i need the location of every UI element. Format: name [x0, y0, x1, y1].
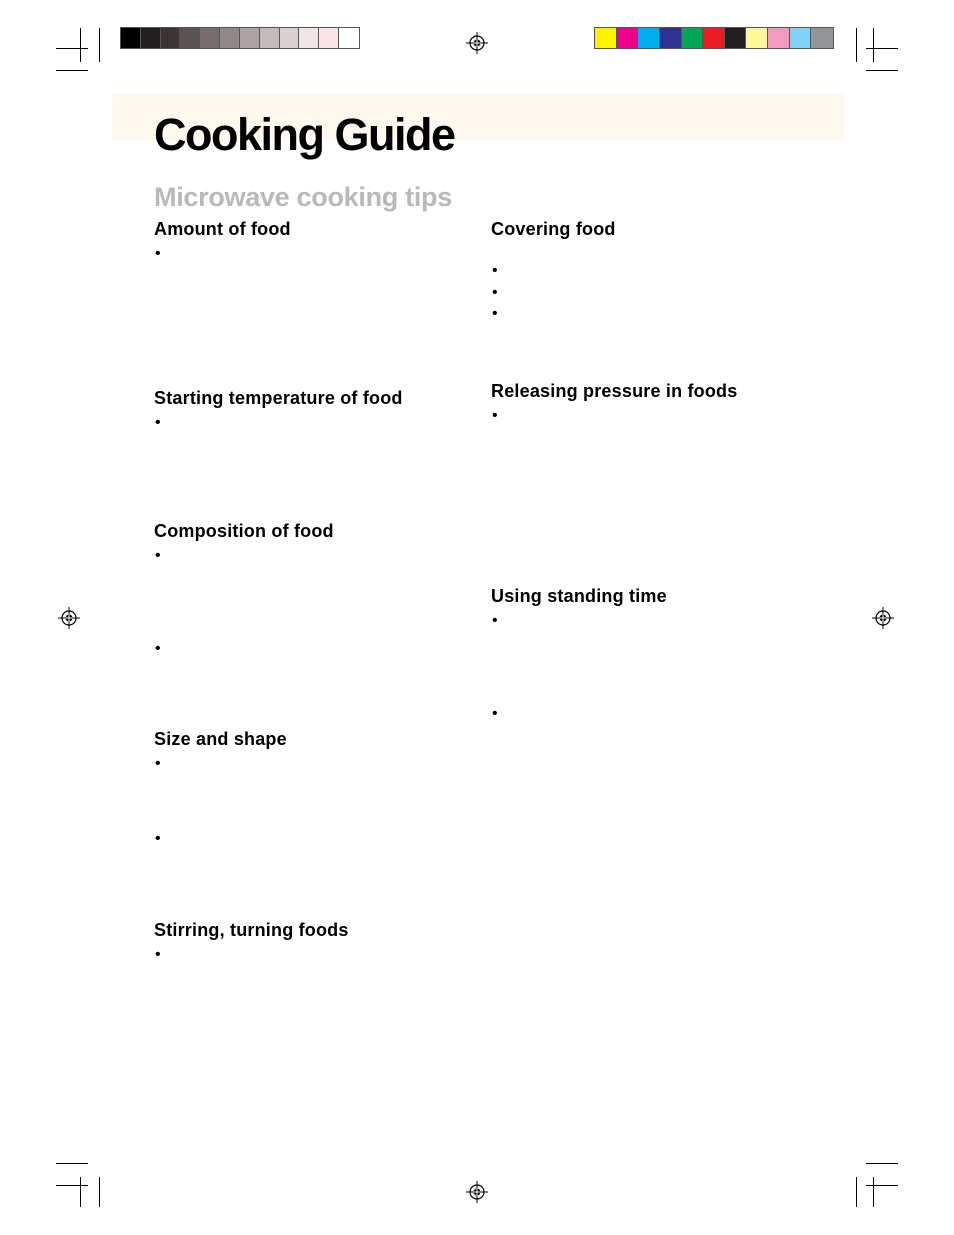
section-heading-composition: Composition of food	[154, 521, 334, 541]
section-heading-standing-time: Using standing time	[491, 586, 667, 606]
section-heading-amount: Amount of food	[154, 219, 291, 239]
color-swatch	[660, 28, 682, 48]
color-swatch	[682, 28, 704, 48]
bullet-marker	[155, 641, 161, 657]
section-heading-size-shape: Size and shape	[154, 729, 287, 749]
bullet-marker	[492, 706, 498, 722]
process-color-calibration-strip	[594, 27, 834, 49]
color-swatch	[280, 28, 300, 48]
color-swatch	[746, 28, 768, 48]
color-swatch	[811, 28, 833, 48]
color-swatch	[768, 28, 790, 48]
bullet-marker	[155, 831, 161, 847]
bullet-marker	[155, 756, 161, 772]
bullet-marker	[155, 947, 161, 963]
color-swatch	[161, 28, 181, 48]
color-swatch	[703, 28, 725, 48]
bullet-marker	[492, 285, 498, 301]
color-swatch	[790, 28, 812, 48]
color-swatch	[200, 28, 220, 48]
page-subtitle: Microwave cooking tips	[154, 182, 452, 212]
color-swatch	[638, 28, 660, 48]
color-swatch	[725, 28, 747, 48]
registration-target-icon	[58, 607, 80, 629]
bullet-marker	[492, 613, 498, 629]
registration-target-icon	[872, 607, 894, 629]
color-swatch	[180, 28, 200, 48]
color-swatch	[220, 28, 240, 48]
color-swatch	[121, 28, 141, 48]
color-swatch	[339, 28, 359, 48]
color-swatch	[240, 28, 260, 48]
color-swatch	[260, 28, 280, 48]
bullet-marker	[155, 415, 161, 431]
section-heading-stirring: Stirring, turning foods	[154, 920, 349, 940]
color-swatch	[595, 28, 617, 48]
bullet-marker	[492, 306, 498, 322]
section-heading-covering: Covering food	[491, 219, 616, 239]
color-swatch	[299, 28, 319, 48]
bullet-marker	[155, 246, 161, 262]
registration-target-icon	[466, 1181, 488, 1203]
color-swatch	[141, 28, 161, 48]
bullet-marker	[492, 263, 498, 279]
registration-target-icon	[466, 32, 488, 54]
bullet-marker	[155, 548, 161, 564]
section-heading-starting-temperature: Starting temperature of food	[154, 388, 403, 408]
color-swatch	[319, 28, 339, 48]
bullet-marker	[492, 408, 498, 424]
page-title: Cooking Guide	[154, 109, 455, 160]
section-heading-releasing-pressure: Releasing pressure in foods	[491, 381, 738, 401]
color-swatch	[617, 28, 639, 48]
grayscale-calibration-strip	[120, 27, 360, 49]
